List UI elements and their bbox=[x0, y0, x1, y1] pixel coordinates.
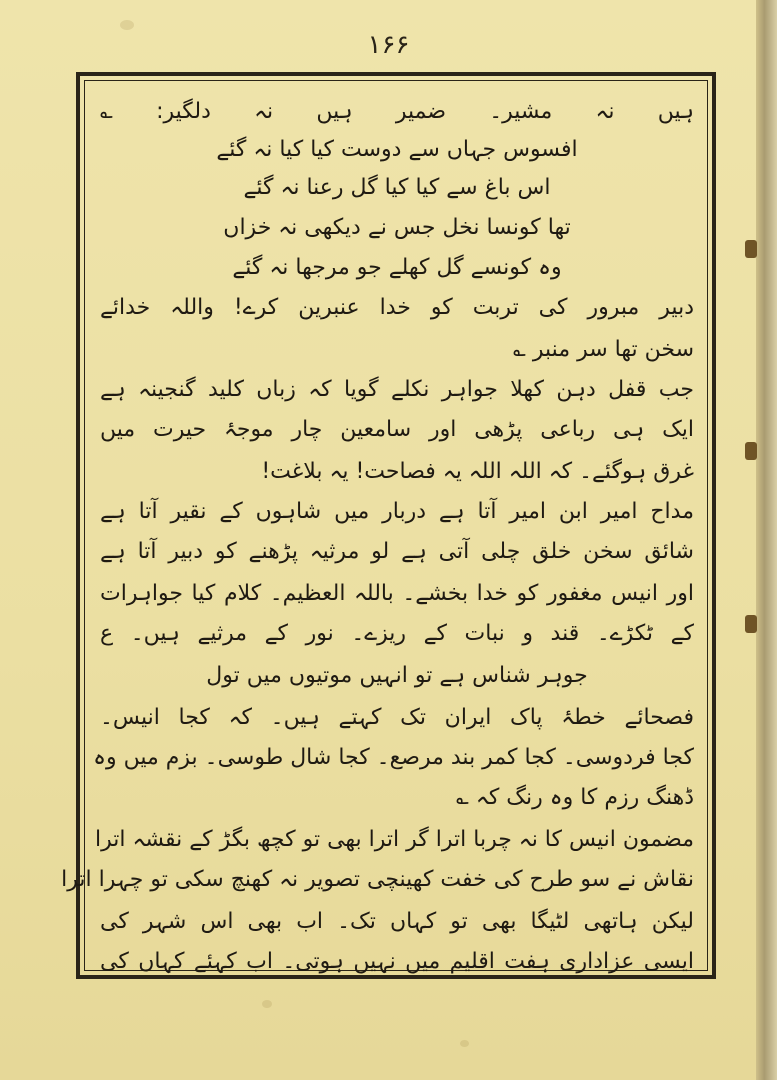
text-line: ایسی عزاداری ہفت اقلیم میں نہیں ہوتی۔ اب کہئے کہاں کی bbox=[100, 949, 694, 974]
paper-stain bbox=[460, 1040, 469, 1047]
text-line: اور انیس مغفور کو خدا بخشے۔ باللہ العظیم۔ کلام کیا جواہرات bbox=[100, 581, 694, 606]
verse-line: جب قفل دہن کھلا جواہر نکلے گویا کہ زباں کلید گنجینہ ہے bbox=[100, 377, 694, 402]
verse-line: نقاش نے سو طرح کی خفت کھینچی تصویر نہ کھنچ سکی تو چہرا اترا bbox=[61, 867, 694, 892]
paper-stain bbox=[120, 20, 134, 30]
binding-hole-mark bbox=[745, 615, 757, 633]
text-line: فصحائے خطۂ پاک ایران تک کہتے ہیں۔ کہ کجا انیس۔ bbox=[100, 705, 694, 730]
binding-hole-mark bbox=[745, 240, 757, 258]
verse-line: جوہر شناس ہے تو انہیں موتیوں میں تول bbox=[206, 663, 588, 688]
verse-line: مضمون انیس کا نہ چربا اترا گر اترا بھی تو کچھ بگڑ کے نقشہ اترا bbox=[95, 827, 694, 852]
page-number: ۱۶۶ bbox=[367, 30, 410, 60]
text-line: ہیں نہ مشیر۔ ضمیر ہیں نہ دلگیر: ؎ bbox=[100, 99, 694, 124]
text-line: کے ٹکڑے۔ قند و نبات کے ریزے۔ نور کے مرثیے ہیں۔ ع bbox=[100, 621, 694, 646]
paper-stain bbox=[262, 1000, 272, 1008]
text-line: کجا فردوسی۔ کجا کمر بند مرصع۔ کجا شال طوسی۔ بزم میں وہ bbox=[93, 745, 694, 770]
text-line: ڈھنگ رزم کا وہ رنگ کہ ؎ bbox=[456, 785, 694, 810]
text-line: غرق ہوگئے۔ کہ اللہ اللہ یہ فصاحت! یہ بلاغت! bbox=[261, 459, 694, 484]
verse-line: مداح امیر ابن امیر آتا ہے دربار میں شاہوں کے نقیر آتا ہے bbox=[100, 499, 694, 524]
text-line: لیکن ہاتھی لٹیگا بھی تو کہاں تک۔ اب بھی اس شہر کی bbox=[100, 909, 694, 934]
verse-line: شائق سخن خلق چلی آتی ہے لو مرثیہ پڑھنے کو دبیر آتا ہے bbox=[100, 539, 694, 564]
verse-line: افسوس جہاں سے دوست کیا کیا نہ گئے bbox=[216, 137, 578, 162]
binding-hole-mark bbox=[745, 442, 757, 460]
text-line: ایک ہی رباعی پڑھی اور سامعین چار موجۂ حیرت میں bbox=[100, 417, 694, 442]
verse-line: اس باغ سے کیا کیا گل رعنا نہ گئے bbox=[243, 175, 551, 200]
page-binding-edge bbox=[756, 0, 777, 1080]
verse-line: تھا کونسا نخل جس نے دیکھی نہ خزاں bbox=[223, 215, 571, 240]
page-text-body bbox=[61, 92, 694, 974]
text-line: دبیر مبرور کی تربت کو خدا عنبرین کرے! واللہ خدائے bbox=[100, 295, 694, 320]
verse-line: وہ کونسے گل کھلے جو مرجھا نہ گئے bbox=[232, 255, 562, 280]
text-line: سخن تھا سر منبر ؎ bbox=[513, 337, 694, 362]
